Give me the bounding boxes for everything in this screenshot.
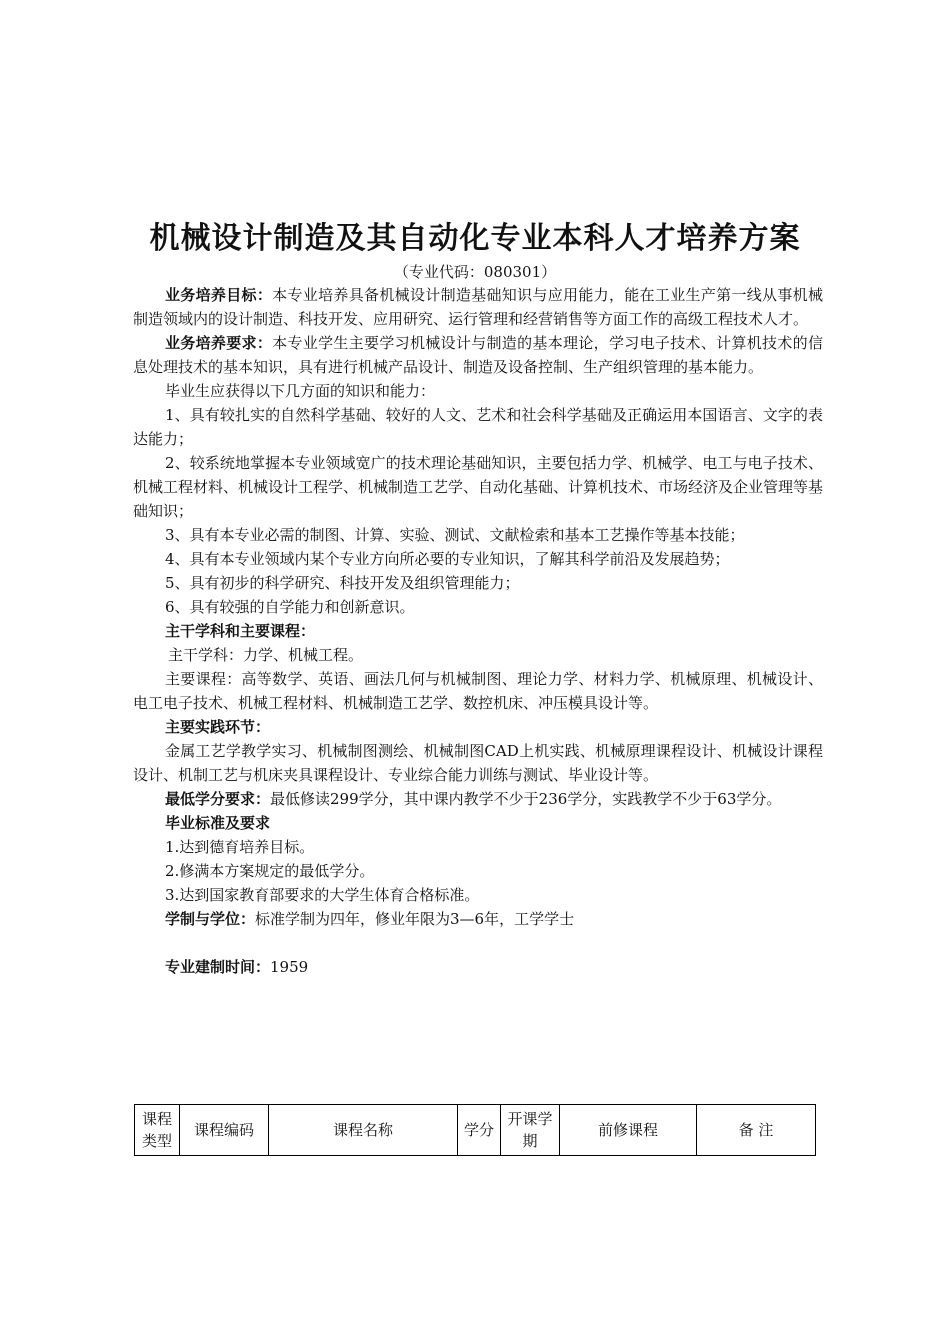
credits-label: 最低学分要求： bbox=[165, 790, 271, 808]
objective-paragraph bbox=[133, 283, 823, 331]
requirement-text: 本专业学生主要学习机械设计与制造的基本理论，学习电子技术、计算机技术的信息处理技术的基本知识，具有进行机械产品设计、制造及设备控制、生产组织管理的基本能力。 bbox=[133, 334, 823, 376]
ability-item: 4、具有本专业领域内某个专业方向所必要的专业知识，了解其科学前沿及发展趋势； bbox=[165, 550, 730, 568]
document-body bbox=[133, 283, 823, 979]
established-label: 专业建制时间： bbox=[165, 958, 271, 976]
header-prerequisite: 前修课程 bbox=[560, 1105, 697, 1156]
degree-text: 标准学制为四年，修业年限为3—6年，工学学士 bbox=[255, 910, 575, 928]
course-table bbox=[134, 1104, 816, 1156]
objective-label: 业务培养目标： bbox=[165, 286, 273, 304]
ability-item: 5、具有初步的科学研究、科技开发及组织管理能力； bbox=[165, 574, 520, 592]
requirement-paragraph bbox=[133, 331, 823, 379]
graduation-item: 3.达到国家教育部要求的大学生体育合格标准。 bbox=[165, 886, 480, 904]
objective-text: 本专业培养具备机械设计制造基础知识与应用能力，能在工业生产第一线从事机械制造领域内的设计制造、科技开发、应用研究、运行管理和经营销售等方面工作的高级工程技术人才。 bbox=[133, 286, 823, 328]
header-semester: 开课学期 bbox=[501, 1105, 560, 1156]
ability-item: 1、具有较扎实的自然科学基础、较好的人文、艺术和社会科学基础及正确运用本国语言、文字的表达能力； bbox=[133, 406, 823, 448]
graduation-item: 2.修满本方案规定的最低学分。 bbox=[165, 862, 375, 880]
practice-text: 金属工艺学教学实习、机械制图测绘、机械制图CAD上机实践、机械原理课程设计、机械设计课程设计、机制工艺与机床夹具课程设计、专业综合能力训练与测试、毕业设计等。 bbox=[133, 742, 823, 784]
header-course-name: 课程名称 bbox=[269, 1105, 458, 1156]
ability-item: 6、具有较强的自学能力和创新意识。 bbox=[165, 598, 415, 616]
established-year: 1959 bbox=[270, 958, 309, 976]
requirement-label: 业务培养要求： bbox=[165, 334, 273, 352]
main-courses: 主要课程：高等数学、英语、画法几何与机械制图、理论力学、材料力学、机械原理、机械设计、电工电子技术、机械工程材料、机械制造工艺学、数控机床、冲压模具设计等。 bbox=[133, 670, 823, 712]
header-course-code: 课程编码 bbox=[180, 1105, 269, 1156]
graduation-heading: 毕业标准及要求 bbox=[165, 814, 271, 832]
credits-text: 最低修读299学分，其中课内教学不少于236学分，实践教学不少于63学分。 bbox=[270, 790, 782, 808]
document-title: 机械设计制造及其自动化专业本科人才培养方案 bbox=[149, 221, 801, 256]
graduation-item: 1.达到德育培养目标。 bbox=[165, 838, 315, 856]
degree-label: 学制与学位： bbox=[165, 910, 256, 928]
established-paragraph bbox=[133, 955, 823, 979]
main-subjects-heading: 主干学科和主要课程： bbox=[165, 622, 316, 640]
major-code: （专业代码：080301） bbox=[393, 263, 557, 281]
ability-item: 3、具有本专业必需的制图、计算、实验、测试、文献检索和基本工艺操作等基本技能； bbox=[165, 526, 745, 544]
main-disciplines: 主干学科：力学、机械工程。 bbox=[168, 646, 364, 664]
ability-item: 2、较系统地掌握本专业领域宽广的技术理论基础知识，主要包括力学、机械学、电工与电子技术、机械工程材料、机械设计工程学、机械制造工艺学、自动化基础、计算机技术、市场经济及企业管理等基础知识； bbox=[133, 454, 824, 520]
credits-paragraph bbox=[133, 787, 823, 811]
header-remarks: 备 注 bbox=[697, 1105, 816, 1156]
practice-heading: 主要实践环节： bbox=[165, 718, 271, 736]
course-table-header-row bbox=[135, 1105, 816, 1156]
degree-paragraph bbox=[133, 907, 823, 931]
abilities-intro: 毕业生应获得以下几方面的知识和能力： bbox=[165, 382, 436, 400]
header-course-type: 课程类型 bbox=[135, 1105, 180, 1156]
header-credits: 学分 bbox=[458, 1105, 501, 1156]
spacer bbox=[133, 931, 823, 955]
